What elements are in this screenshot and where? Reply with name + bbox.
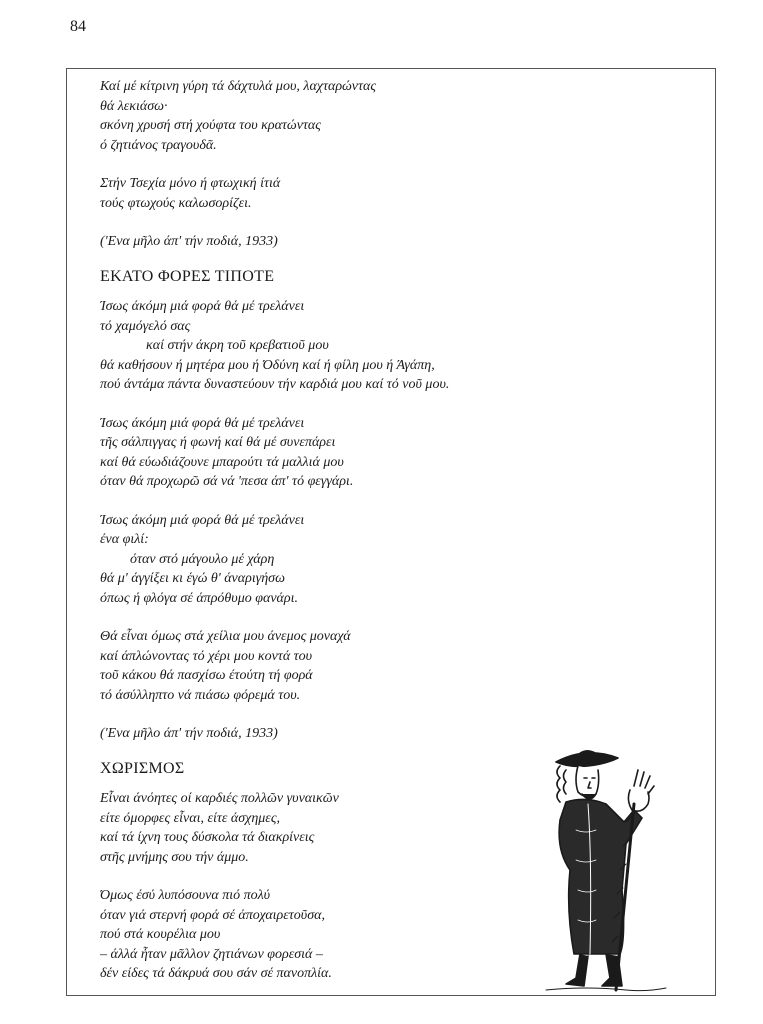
beggar-figure-icon [526, 740, 676, 998]
verse-line: Εἶναι άνόητες οί καρδιές πολλῶν γυναικῶν [100, 791, 339, 806]
verse-line: πού στά κουρέλια μου [100, 927, 221, 942]
verse-line: καί άπλώνοντας τό χέρι μου κοντά του [100, 648, 313, 664]
verse-line: ένα φιλί: [100, 532, 149, 547]
verse-line: θά λεκιάσω· [100, 98, 168, 114]
verse-line: Θά εἶναι όμως στά χείλια μου άνεμος μοναχά [100, 629, 351, 644]
verse-line: πού άντάμα πάντα δυναστεύουν τήν καρδιά μου καί τό νοῦ μου. [100, 377, 450, 392]
verse-line: Ίσως άκόμη μιά φορά θά μέ τρελάνει [100, 512, 305, 528]
stanza [100, 77, 540, 155]
poem-title: ΕΚΑΤΟ ΦΟΡΕΣ ΤΙΠΟΤΕ [100, 268, 275, 285]
poem-text [100, 77, 540, 1003]
verse-line: στῆς μνήμης σου τήν άμμο. [100, 849, 249, 865]
verse-line: δέν είδες τά δάκρυά σου σάν σέ πανοπλία. [100, 966, 332, 981]
verse-line: θά καθήσουν ή μητέρα μου ή Όδύνη καί ή φίλη μου ή Άγάπη, [100, 357, 435, 373]
verse-line: όταν γιά στερνή φορά σέ άποχαιρετοῦσα, [100, 907, 325, 923]
page-number: 84 [70, 18, 86, 35]
verse-line: Ίσως άκόμη μιά φορά θά μέ τρελάνει [100, 299, 305, 314]
stanza [100, 297, 540, 395]
verse-line: τοῦ κάκου θά πασχίσω έτούτη τή φορά [100, 668, 313, 683]
verse-line: Καί μέ κίτρινη γύρη τά δάχτυλά μου, λαχταρώντας [100, 79, 377, 94]
verse-line: είτε όμορφες εἶναι, είτε άσχημες, [100, 810, 280, 826]
stanza [100, 511, 540, 609]
verse-line: καί στήν άκρη τοῦ κρεβατιοῦ μου [146, 338, 329, 353]
verse-line: θά μ' άγγίξει κι έγώ θ' άναριγήσω [100, 571, 285, 586]
poem-source: ('Ενα μῆλο άπ' τήν ποδιά, 1933) [100, 726, 278, 741]
poem-title: ΧΩΡΙΣΜΟΣ [100, 760, 185, 777]
verse-line: όπως ή φλόγα σέ άπρόθυμο φανάρι. [100, 590, 299, 606]
verse-line: τό άσύλληπτο νά πιάσω φόρεμά του. [100, 687, 301, 703]
verse-line: καί θά εύωδιάζουνε μπαρούτι τά μαλλιά μου [100, 454, 344, 470]
verse-line: Στήν Τσεχία μόνο ή φτωχική ίτιά [100, 176, 281, 191]
verse-line: τό χαμόγελό σας [100, 318, 191, 334]
verse-line: σκόνη χρυσή στή χούφτα του κρατώντας [100, 118, 321, 133]
verse-line: Ίσως άκόμη μιά φορά θά μέ τρελάνει [100, 415, 305, 431]
verse-line: Όμως έσύ λυπόσουνα πιό πολύ [100, 888, 271, 903]
stanza [100, 789, 540, 867]
stanza [100, 414, 540, 492]
stanza [100, 886, 540, 984]
verse-line: τῆς σάλπιγγας ή φωνή καί θά μέ συνεπάρει [100, 435, 336, 450]
stanza [100, 174, 540, 213]
verse-line: – άλλά ἦταν μᾶλλον ζητιάνων φορεσιά – [100, 946, 323, 962]
stanza [100, 627, 540, 705]
verse-line: όταν θά προχωρῶ σά νά 'πεσα άπ' τό φεγγάρι. [100, 474, 354, 489]
verse-line: όταν στό μάγουλο μέ χάρη [130, 551, 275, 567]
verse-line: καί τά ίχνη τους δύσκολα τά διακρίνεις [100, 830, 315, 845]
verse-line: τούς φτωχούς καλωσορίζει. [100, 195, 252, 211]
verse-line: ό ζητιάνος τραγουδᾶ. [100, 137, 217, 153]
poem-source: ('Ενα μῆλο άπ' τήν ποδιά, 1933) [100, 234, 278, 249]
